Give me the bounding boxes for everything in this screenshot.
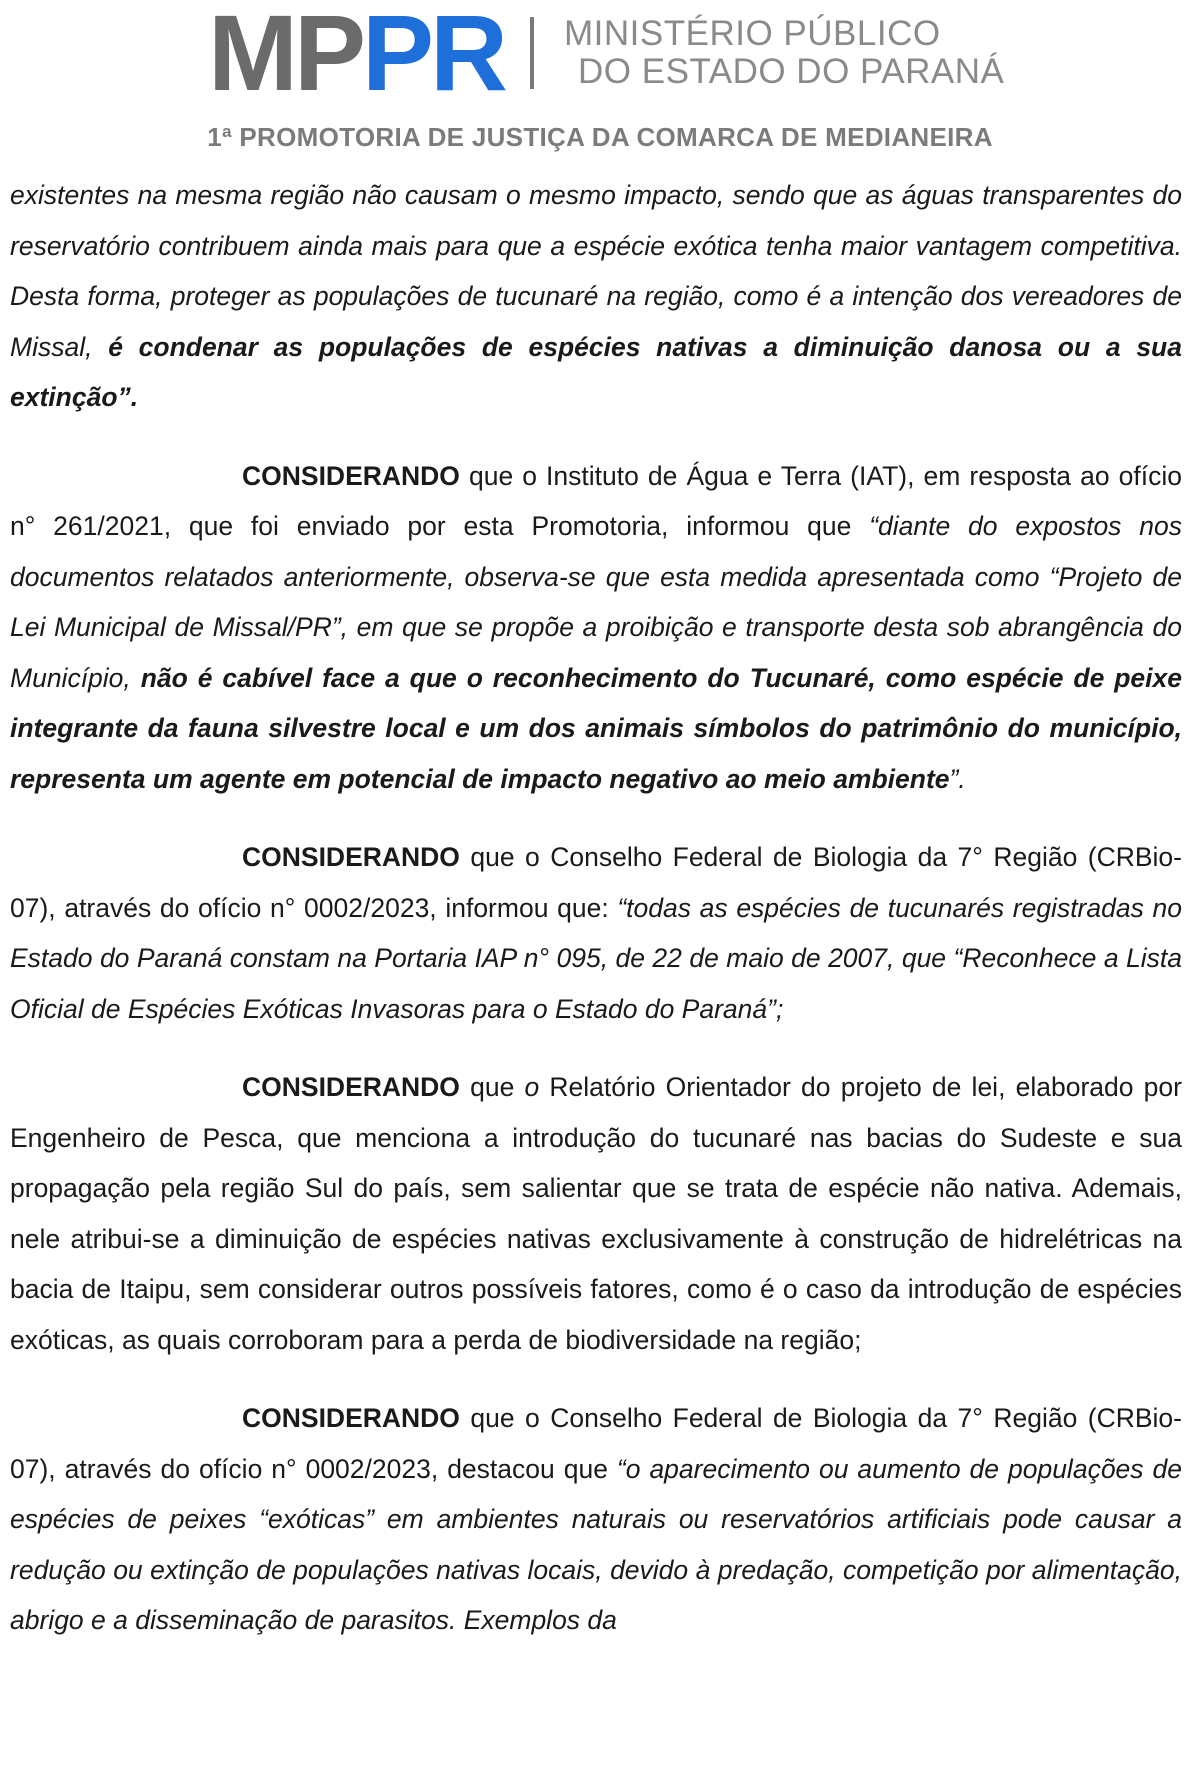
logo-org-line1: MINISTÉRIO PÚBLICO bbox=[564, 14, 941, 53]
p4-text-b: Relatório Orientador do projeto de lei, elaborado por Engenheiro de Pesca, que menciona a introdução do tucunaré nas bacias do Sudeste e sua propagação pela região Sul do país, sem salientar que se trata de espécie não nativa. Ademais, nele atribui-se a diminuição de espécies nativas exclusivamente à construção de hidrelétricas na bacia de Itaipu, sem considerar outros possíveis fatores, como é o caso da introdução de espécies exóticas, as quais corroboram para a perda de biodiversidade na região; bbox=[10, 1072, 1182, 1355]
logo-mp-text: MP bbox=[208, 0, 362, 113]
p5-lead: CONSIDERANDO bbox=[242, 1403, 460, 1433]
p5-text: que o Conselho Federal de Biologia da 7° Região (CRBio-07), através do ofício n° 0002/2023, destacou que bbox=[10, 1403, 1182, 1484]
paragraph-1 bbox=[10, 170, 1182, 423]
p4-text-a: que bbox=[459, 1072, 525, 1102]
logo-divider bbox=[530, 17, 534, 89]
promotoria-title: 1ª PROMOTORIA DE JUSTIÇA DA COMARCA DE MEDIANEIRA bbox=[207, 122, 993, 152]
p5-quote: “o aparecimento ou aumento de populações de espécies de peixes “exóticas” em ambientes naturais ou reservatórios artificiais pode causar a redução ou extinção de populações nativas locais, devido à predação, competição por alimentação, abrigo e a disseminação de parasitos. Exemplos da bbox=[10, 1453, 1182, 1635]
page-header bbox=[0, 0, 1200, 180]
p2-lead: CONSIDERANDO bbox=[242, 460, 460, 491]
p3-lead: CONSIDERANDO bbox=[242, 842, 460, 872]
logo-org-line2: DO ESTADO DO PARANÁ bbox=[578, 52, 1005, 91]
p2-bold-quote: não é cabível face a que o reconhecimento do Tucunaré, como espécie de peixe integrante da fauna silvestre local e um dos animais símbolos do patrimônio do município, representa um agente em potencial de impacto negativo ao meio ambiente bbox=[10, 662, 1182, 794]
p2-quote-end: ”. bbox=[949, 763, 966, 794]
paragraph-5 bbox=[10, 1393, 1182, 1646]
p2-quote: “diante do expostos nos documentos relatados anteriormente, observa-se que esta medida apresentada como “Projeto de Lei Municipal de Missal/PR”, em que se propõe a proibição e transporte desta sob abrangência do Município, bbox=[10, 511, 1182, 693]
paragraph-2 bbox=[10, 451, 1182, 805]
logo-pr-text: PR bbox=[362, 0, 505, 113]
p1-italic-text: existentes na mesma região não causam o mesmo impacto, sendo que as águas transparentes do reservatório contribuem ainda mais para que a espécie exótica tenha maior vantagem competitiva. Desta forma, proteger as populações de tucunaré na região, como é a intenção dos vereadores de Missal, bbox=[10, 180, 1182, 362]
p2-text: que o Instituto de Água e Terra (IAT), em resposta ao ofício n° 261/2021, que foi enviado por esta Promotoria, informou que bbox=[10, 460, 1182, 541]
p1-bold-italic-text: é condenar as populações de espécies nativas a diminuição danosa ou a sua extinção”. bbox=[10, 331, 1182, 412]
document-body bbox=[10, 170, 1182, 1646]
p4-lead: CONSIDERANDO bbox=[242, 1072, 460, 1102]
paragraph-3 bbox=[10, 832, 1182, 1034]
p3-quote: “todas as espécies de tucunarés registradas no Estado do Paraná constam na Portaria IAP n° 095, de 22 de maio de 2007, que “Reconhece a Lista Oficial de Espécies Exóticas Invasoras para o Estado do Paraná”; bbox=[10, 892, 1182, 1024]
logo-org-name bbox=[564, 15, 1004, 91]
p4-italic-o: o bbox=[524, 1072, 540, 1102]
paragraph-4 bbox=[10, 1062, 1182, 1365]
p3-text: que o Conselho Federal de Biologia da 7° Região (CRBio-07), através do ofício n° 0002/2023, informou que: bbox=[10, 842, 1182, 923]
mppr-logo bbox=[208, 0, 1005, 113]
